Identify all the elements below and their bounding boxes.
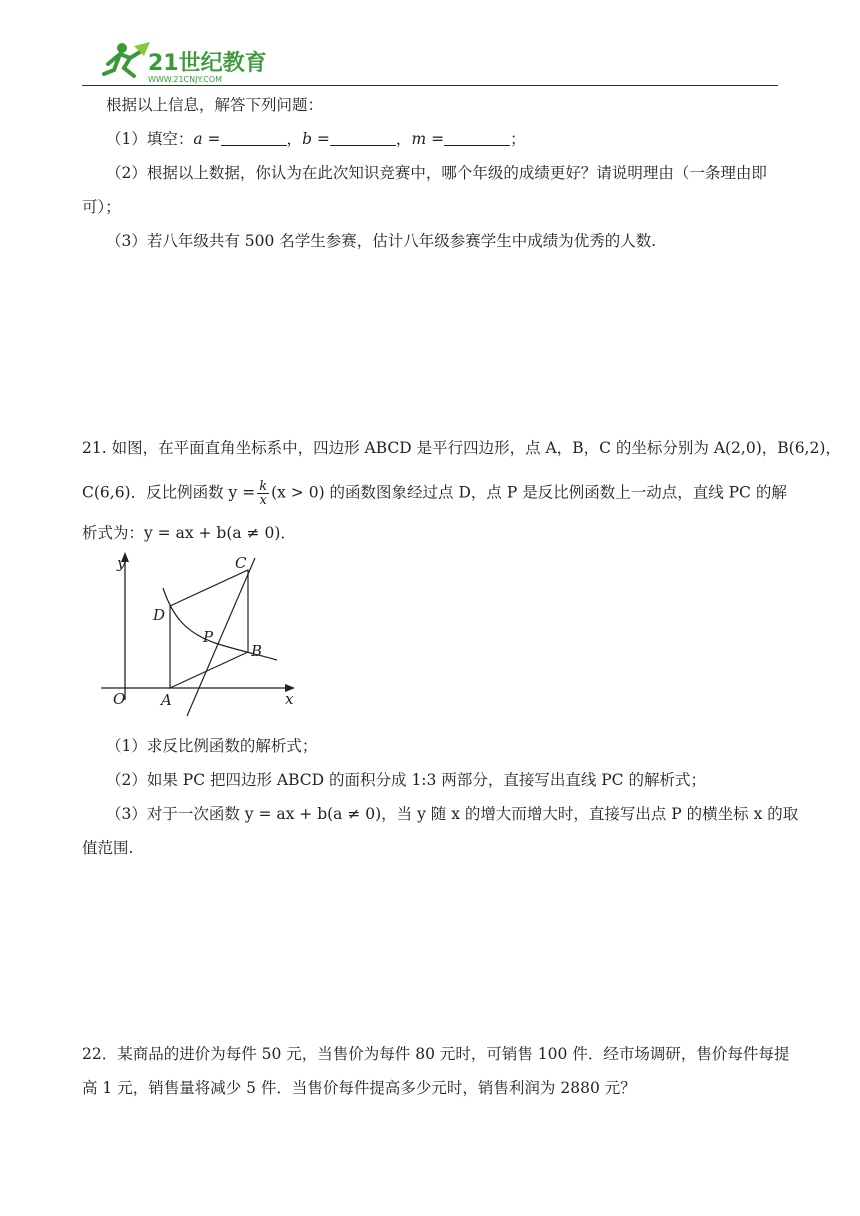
logo-text: 21世纪教育 xyxy=(148,51,267,76)
var-b: b xyxy=(302,130,312,148)
label-c: C xyxy=(235,554,247,572)
question-2-line1: （2）根据以上数据，你认为在此次知识竞赛中，哪个年级的成绩更好？请说明理由（一条理由即 xyxy=(106,164,767,182)
var-a: a xyxy=(193,130,203,148)
problem-21-q1: （1）求反比例函数的解析式； xyxy=(106,737,318,755)
line2-post: (x > 0) 的函数图象经过点 D，点 P 是反比例函数上一动点，直线 PC 的解 xyxy=(271,483,787,502)
problem-21-q2: （2）如果 PC 把四边形 ABCD 的面积分成 1:3 两部分，直接写出直线 PC 的解析式； xyxy=(106,771,706,789)
problem-21-q3-line1: （3）对于一次函数 y = ax + b(a ≠ 0)，当 y 随 x 的增大而增大时，直接写出点 P 的横坐标 x 的取 xyxy=(106,805,799,823)
q1-prefix: （1）填空： xyxy=(106,130,194,148)
var-m: m xyxy=(411,130,427,148)
label-origin: O xyxy=(113,690,126,708)
problem-22-line1: 22．某商品的进价为每件 50 元，当售价为每件 80 元时，可销售 100 件．经市场调研，售价每件每提 xyxy=(82,1045,790,1063)
label-d: D xyxy=(153,606,166,624)
q1-end: ； xyxy=(510,130,526,148)
coordinate-figure xyxy=(95,548,305,718)
question-1-fill: （1）填空：a = ，b = ，m = ； xyxy=(106,130,526,148)
answer-blank-a[interactable] xyxy=(221,131,287,146)
line-pc xyxy=(187,558,255,716)
problem-21-q3-line2: 值范围. xyxy=(82,839,134,857)
label-x: x xyxy=(285,690,294,708)
fraction-k-over-x xyxy=(257,480,269,507)
fraction-denominator: x xyxy=(259,493,267,508)
intro-text: 根据以上信息，解答下列问题： xyxy=(106,96,324,114)
site-logo xyxy=(100,40,280,86)
answer-blank-m[interactable] xyxy=(444,131,510,146)
question-2-line2: 可）； xyxy=(82,198,121,216)
line2-pre: C(6,6)．反比例函数 y = xyxy=(82,483,256,502)
runner-logo-icon xyxy=(100,40,280,86)
logo-subtext: WWW.21CNJY.COM xyxy=(148,75,223,84)
label-b: B xyxy=(251,642,263,660)
problem-21-line2 xyxy=(82,479,787,508)
label-a: A xyxy=(161,691,172,709)
label-y: y xyxy=(117,554,126,572)
label-p: P xyxy=(203,628,214,646)
problem-21-line3: 析式为：y = ax + b(a ≠ 0)． xyxy=(82,524,296,542)
answer-blank-b[interactable] xyxy=(330,131,396,146)
question-3: （3）若八年级共有 500 名学生参赛，估计八年级参赛学生中成绩为优秀的人数. xyxy=(106,232,657,250)
header-divider xyxy=(82,85,778,86)
problem-22-line2: 高 1 元，销售量将减少 5 件．当售价每件提高多少元时，销售利润为 2880 元？ xyxy=(82,1079,636,1097)
problem-21-line1: 21. 如图，在平面直角坐标系中，四边形 ABCD 是平行四边形，点 A，B，C 的坐标分别为 A(2,0)，B(6,2)， xyxy=(82,439,841,457)
fraction-numerator: k xyxy=(259,479,268,494)
